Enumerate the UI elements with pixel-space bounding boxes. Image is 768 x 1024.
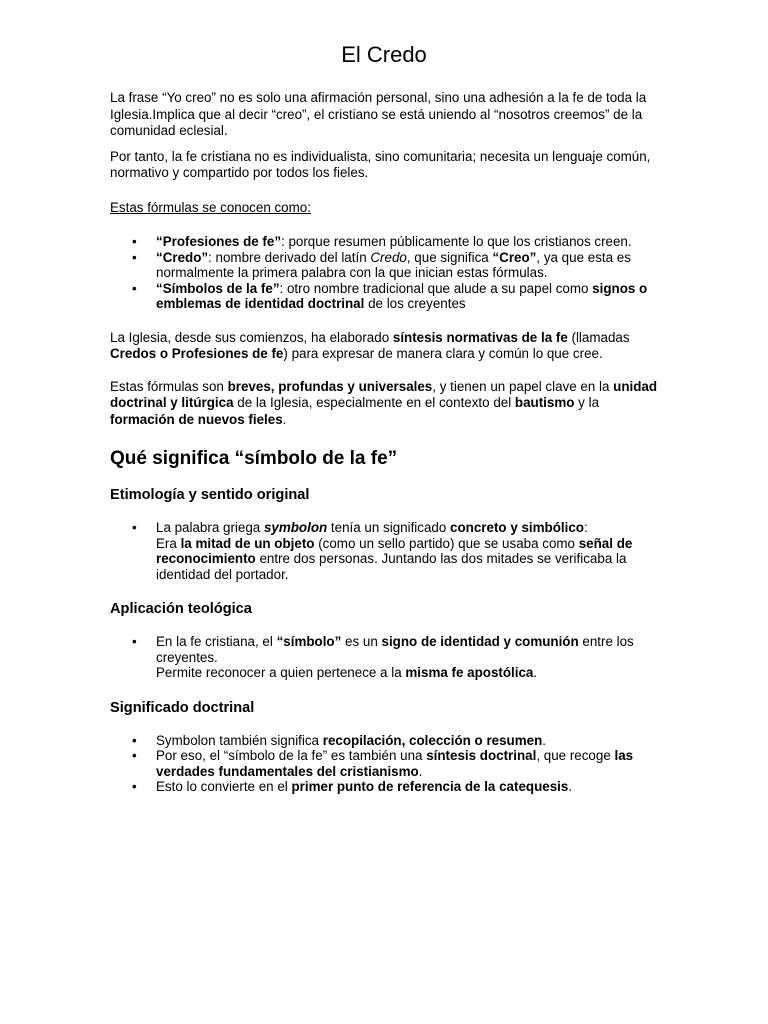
text-run: (como un sello partido) que se usaba como [314, 535, 579, 551]
formulas-heading [110, 200, 658, 217]
text-run: ) para expresar de manera clara y común lo que cree. [283, 346, 603, 361]
text-run: entre dos personas. Juntando las dos mitades se verificaba la identidad del portador. [156, 551, 627, 582]
intro-paragraph-2: Por tanto, la fe cristiana no es individualista, sino comunitaria; necesita un lenguaje común, normativo y compartido por todos los fieles. [110, 148, 651, 180]
bold-run: síntesis normativas de la fe [392, 329, 568, 345]
bold-run: concreto y simbólico [450, 520, 584, 535]
list-item [132, 779, 658, 795]
text-run: es un [341, 634, 382, 649]
bullet-icon: • [132, 732, 137, 748]
subsection-etimologia-title: Etimología y sentido original [110, 487, 310, 503]
document-page [110, 40, 658, 813]
bold-run: síntesis doctrinal [426, 748, 537, 763]
bullet-icon: • [132, 634, 137, 649]
text-run: de la Iglesia, especialmente en el contexto del [233, 395, 515, 410]
term-text: : nombre derivado del latín [208, 249, 371, 265]
text-run: , que recoge [536, 748, 615, 763]
bold-run: unidad doctrinal y litúrgica [110, 378, 658, 410]
text-run: : [584, 520, 588, 535]
doctrinal-list [110, 733, 658, 795]
paragraph-iglesia [110, 330, 658, 363]
text-run: tenía un significado [327, 520, 451, 535]
bullet-icon: • [132, 748, 137, 763]
term-text: : porque resumen públicamente lo que los cristianos creen. [281, 234, 632, 249]
term-text: , ya que esta es normalmente la primera palabra con la que inician estas fórmulas. [156, 249, 631, 280]
aplicacion-list [110, 634, 658, 681]
list-item [132, 280, 658, 312]
paragraph-formulas [110, 379, 658, 429]
text-run: En la fe cristiana, el [156, 634, 277, 649]
subsection-aplicacion-title: Aplicación teológica [110, 601, 252, 617]
text-run: (llamadas [567, 329, 630, 345]
formulas-heading-text: Estas fórmulas se conocen como: [110, 199, 311, 215]
term-credo: “Credo” [156, 249, 209, 265]
document-title: El Credo [341, 42, 427, 67]
bold-run: misma fe apostólica [405, 665, 534, 680]
text-run: Permite reconocer a quien pertenece a la [156, 665, 406, 680]
bold-run: signo de identidad y comunión [381, 634, 579, 649]
bold-run: bautismo [514, 395, 575, 410]
term-creo: “Creo” [492, 249, 537, 265]
bold-run: la mitad de un objeto [180, 535, 315, 551]
text-run: Symbolon también significa [156, 732, 323, 748]
bold-run: formación de nuevos fieles [110, 411, 283, 427]
text-run: . [282, 411, 287, 427]
text-run: . [568, 779, 573, 794]
text-run: Esto lo convierte en el [156, 779, 292, 794]
term-italic: Credo [370, 249, 407, 265]
section-title: Qué significa “símbolo de la fe” [110, 448, 398, 469]
term-bold: signos o emblemas de identidad doctrinal [156, 280, 648, 311]
term-text: : otro nombre tradicional que alude a su papel como [279, 280, 593, 296]
bullet-icon: • [132, 234, 137, 249]
text-run: La Iglesia, desde sus comienzos, ha elaborado [110, 329, 393, 345]
bold-run: las verdades fundamentales del cristianismo [156, 748, 634, 779]
bold-run: recopilación, colección o resumen [322, 732, 543, 748]
text-run: Estas fórmulas son [110, 378, 228, 394]
term-text: , que significa [406, 249, 493, 265]
bold-run: breves, profundas y universales [227, 378, 433, 394]
text-run: . [418, 763, 423, 779]
text-run: La palabra griega [156, 520, 264, 535]
list-item [132, 520, 658, 582]
bold-run: “símbolo” [276, 634, 342, 649]
formulas-list [110, 234, 658, 312]
subsection-doctrinal-title: Significado doctrinal [110, 699, 255, 716]
text-run: Era [156, 535, 181, 551]
list-item [132, 634, 658, 681]
bullet-icon: • [132, 280, 137, 296]
bullet-icon: • [132, 779, 137, 794]
etimologia-list [110, 520, 658, 582]
intro-paragraph-1: La frase “Yo creo” no es solo una afirmación personal, sino una adhesión a la fe de toda la Iglesia.Implica que al decir “creo”, el cristiano se está uniendo al “nosotros creemos” de la comunidad eclesial. [110, 90, 647, 138]
text-run: . [542, 732, 546, 748]
bullet-icon: • [132, 520, 137, 535]
text-run: Por eso, el “símbolo de la fe” es también una [156, 748, 427, 763]
bold-italic-run: symbolon [263, 520, 328, 535]
list-item [132, 249, 658, 281]
text-run: y la [574, 395, 600, 410]
term-text: de los creyentes [364, 296, 466, 311]
bold-run: señal de reconocimiento [156, 535, 633, 566]
bold-run: Credos o Profesiones de fe [110, 346, 284, 361]
list-item [132, 732, 658, 749]
term-simbolos: “Símbolos de la fe” [156, 280, 280, 296]
bold-run: primer punto de referencia de la catequesis [291, 779, 569, 794]
list-item [132, 234, 658, 250]
text-run: entre los creyentes. [156, 634, 634, 665]
bullet-icon: • [132, 249, 137, 265]
term-profesiones: “Profesiones de fe” [156, 234, 282, 249]
text-run: , y tienen un papel clave en la [432, 378, 614, 394]
text-run: . [533, 665, 538, 680]
list-item [132, 748, 658, 779]
